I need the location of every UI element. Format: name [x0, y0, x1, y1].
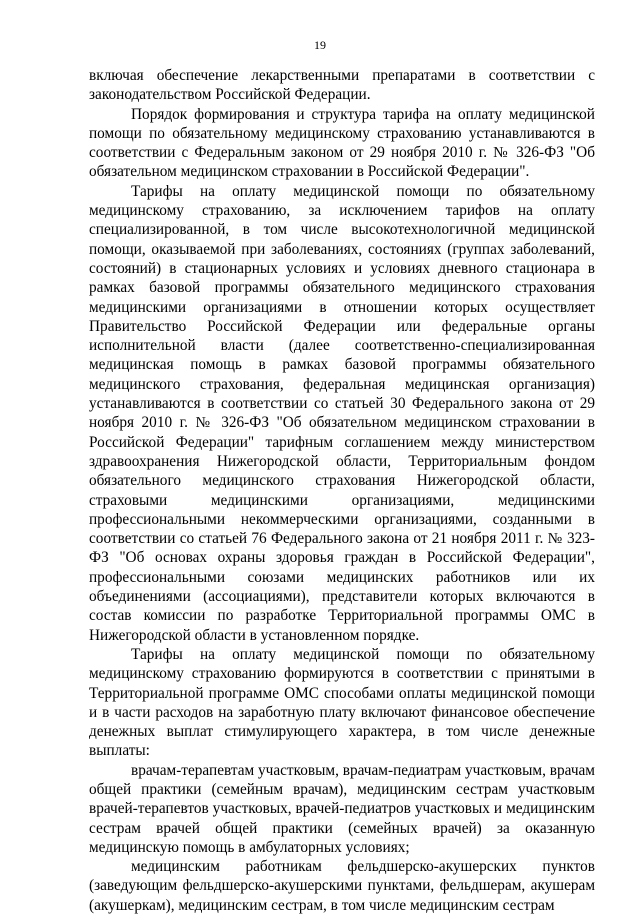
paragraph-continuation: включая обеспечение лекарственными препаратами в соответствии с законодательством Российской Федерации. — [89, 67, 595, 104]
paragraph-tariff-formation: Тарифы на оплату медицинской помощи по обязательному медицинскому страхованию формируются в соответствии с принятыми в Территориальной программе ОМС способами оплаты медицинской помощи и в части расходов на заработную плату включают финансовое обеспечение денежных выплат стимулирующего характера, в том числе денежные выплаты: — [89, 645, 595, 760]
paragraph-tariff-establishment: Тарифы на оплату медицинской помощи по обязательному медицинскому страхованию, за исключением тарифов на оплату специализированной, в том числе высокотехнологичной медицинской помощи, оказываемой при заболеваниях, состояниях (группах заболеваний, состояний) в стационарных условиях и условиях дневного стационара в рамках базовой программы обязательного медицинского страхования медицинскими организациями в отношении которых осуществляет Правительство Российской Федерации или федеральные органы исполнительной власти (далее соответственно-специализированная медицинская помощь в рамках базовой программы обязательного медицинского страхования, федеральная медицинская организация) устанавливаются в соответствии со статьей 30 Федерального закона от 29 ноября 2010 г. № 326-ФЗ "Об обязательном медицинском страховании в Российской Федерации" тарифным соглашением между министерством здравоохранения Нижегородской области, Территориальным фондом обязательного медицинского страхования Нижегородской области, страховыми медицинскими организациями, медицинскими профессиональными некоммерческими организациями, созданными в соответствии со статьей 76 Федерального закона от 21 ноября 2011 г. № 323-ФЗ "Об основах охраны здоровья граждан в Российской Федерации", профессиональными союзами медицинских работников или их объединениями (ассоциациями), представители которых включаются в состав комиссии по разработке Территориальной программы ОМС в Нижегородской области в установленном порядке. — [89, 182, 595, 644]
paragraph-tariff-structure: Порядок формирования и структура тарифа на оплату медицинской помощи по обязательному медицинскому страхованию устанавливаются в соответствии с Федеральным законом от 29 ноября 2010 г. № 326-ФЗ "Об обязательном медицинском страховании в Российской Федерации". — [89, 105, 595, 181]
page-number: 19 — [314, 38, 326, 52]
paragraph-physicians-payments: врачам-терапевтам участковым, врачам-педиатрам участковым, врачам общей практики (семейным врачам), медицинским сестрам участковым врачей-терапевтов участковых, врачей-педиатров участковых и медицинским сестрам врачей общей практики (семейных врачей) за оказанную медицинскую помощь в амбулаторных условиях; — [89, 761, 595, 856]
paragraph-feldsher-payments: медицинским работникам фельдшерско-акушерских пунктов (заведующим фельдшерско-акушерскими пунктами, фельдшерам, акушерам (акушеркам), медицинским сестрам, в том числе медицинским сестрам — [89, 858, 595, 914]
body-text — [89, 66, 595, 915]
